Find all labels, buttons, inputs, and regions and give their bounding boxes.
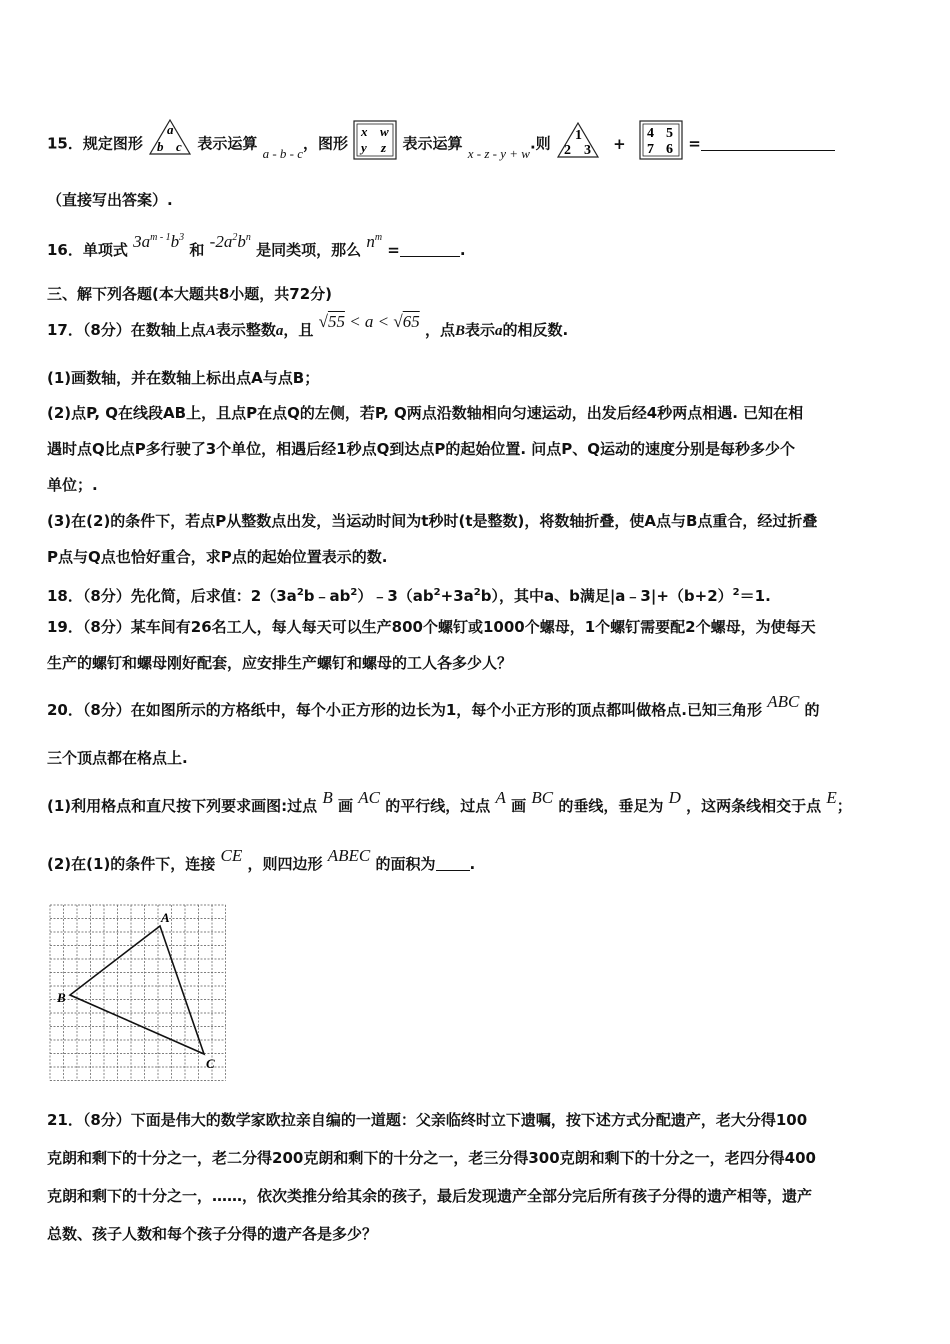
q20-s1-E: E [826,788,837,807]
q20-s1-A: A [495,788,506,807]
q16-and: 和 [189,241,205,259]
triangle-figure-abc [148,117,192,157]
q20-s1-c: 的垂线，垂足为 [558,797,664,815]
q16-term1 [133,232,184,251]
q17-text-b: 表示整数 [215,321,276,339]
q18-c: ）﹣3（ab [357,587,434,605]
term2-b-exp: n [245,232,251,243]
q15-op1-label: 表示运算 [197,134,258,153]
sq-w-label: w [380,124,389,139]
q15-then: .则 [529,134,551,153]
tri-c-label: c [176,139,182,154]
q20-s1-AC: AC [358,788,380,807]
q16-answer-blank[interactable] [400,256,460,257]
q16-end: . [459,241,466,259]
term2-exp: 2 [232,232,238,243]
square-figure-xwyz [353,120,397,160]
square-figure-4576 [639,120,683,160]
tri-a-label: a [167,122,174,137]
q15-line [47,122,910,161]
q17-sub2-line3: 单位；. [47,476,98,494]
q21-line2: 克朗和剩下的十分之一，老二分得200克朗和剩下的十分之一，老三分得300克朗和剩下的十分之一，老四分得400 [47,1149,816,1167]
q16-number: 16．单项式 [47,241,128,259]
q20-s1-b: 的平行线，过点 [385,797,491,815]
q15-number: 15．规定图形 [47,134,143,153]
q18-exp4: 2 [473,587,481,598]
q20-s1-a: (1)利用格点和直尺按下列要求画图:过点 [47,797,318,815]
q20-s1-e: ； [836,797,852,815]
tri2-left-label: 2 [563,143,571,158]
q20-s1-draw2: 画 [511,797,527,815]
q17-sub2-line2: 遇时点Q比点P多行驶了3个单位，相遇后经1秒点Q到达点P的起始位置. 问点P、Q运动的速度分别是每秒多少个 [47,440,796,458]
q18-exp5: 2 [732,587,740,598]
grid-triangle-figure [44,900,234,1086]
sq2-br-label: 6 [665,142,673,157]
q18-exp3: 2 [433,587,441,598]
q20-s2-b: ，则四边形 [247,855,323,873]
q15-note: （直接写出答案）. [47,191,173,209]
triangle-figure-123 [556,120,600,160]
q20-s2-a: (2)在(1)的条件下，连接 [47,855,216,873]
n-exp: m [374,232,383,243]
term1-b: b [170,232,180,251]
q17-var-a2: a [495,323,503,339]
sq-x-label: x [361,124,368,139]
sq2-tl-label: 4 [646,126,654,141]
q19-line2: 生产的螺钉和螺母刚好配套，应安排生产螺钉和螺母的工人各多少人？ [47,654,513,672]
q15-op2-label: 表示运算 [402,134,463,153]
q20-s2-d: . [469,855,476,873]
sq2-bl-label: 7 [646,142,654,157]
q17-sub3-line2: P点与Q点也恰好重合，求P点的起始位置表示的数. [47,548,388,566]
q15-eq: = [688,134,701,153]
q20-s1-d: ，这两条线相交于点 [686,797,822,815]
q17-text-d: ，点 [424,321,455,339]
sq2-tr-label: 5 [665,126,673,141]
q20-line1 [47,692,910,720]
q17-sub2-line1: (2)点P, Q在线段AB上，且点P在点Q的左侧，若P, Q两点沿数轴相向匀速运动，出发后经4秒两点相遇. 已知在相 [47,404,804,422]
grid-lines [50,905,226,1081]
tri2-top-label: 1 [574,128,582,143]
q15-op1-expr: a - b - c [262,145,304,161]
q20-s1-D: D [668,788,681,807]
q18-d: +3a [440,587,474,605]
n-base: n [366,232,375,251]
q16-line [47,232,910,260]
sqrt-55: 55 [327,312,345,331]
term1-base: 3a [133,232,151,251]
q21-line4: 总数、孩子人数和每个孩子分得的遗产各是多少？ [47,1225,378,1243]
q21-line3: 克朗和剩下的十分之一，……，依次类推分给其余的孩子，最后发现遗产全部分完后所有孩子分得的遗产相等，遗产 [47,1187,813,1205]
term2-base: -2a [209,232,233,251]
tri2-right-label: 3 [583,143,591,158]
q16-nm [366,232,382,251]
q16-text: 是同类项，那么 [256,241,362,259]
q15-mid: ，图形 [303,134,349,153]
q18-b: b﹣ab [303,587,351,605]
q18-exp1: 2 [296,587,304,598]
tri-b-label: b [157,139,164,154]
q17-line1 [47,312,910,341]
q20-abc: ABC [767,692,800,711]
q20-s2-c: 的面积为 [375,855,436,873]
q20-text-1: 20．（8分）在如图所示的方格纸中，每个小正方形的边长为1，每个小正方形的顶点都叫做格点.已知三角形 [47,701,762,719]
sq-z-label: z [381,140,387,155]
q17-text-a: 17．（8分）在数轴上点 [47,321,206,339]
q15-plus: + [613,134,626,153]
q20-s2-CE: CE [220,846,243,865]
q20-s1-BC: BC [531,788,554,807]
sqrt-65: 65 [402,312,420,331]
vertex-a-label: A [161,910,170,925]
q15-op2-expr: x - z - y + w [467,145,530,161]
term1-exp: m - 1 [150,232,171,243]
q15-answer-blank[interactable] [701,150,835,151]
vertex-c-label: C [206,1056,215,1071]
q18-line [47,583,910,606]
section-3-title: 三、解下列各题(本大题共8小题，共72分) [47,285,333,303]
q17-sub1: (1)画数轴，并在数轴上标出点A与点B； [47,369,320,387]
q17-text-c: ，且 [283,321,314,339]
q17-inequality: √55 < a < √65 [318,312,420,331]
term1-b-exp: 3 [179,232,185,243]
q17-text-f: 的相反数. [502,321,569,339]
q18-e: b），其中a、b满足|a﹣3|+（b+2） [480,587,733,605]
vertex-b-label: B [57,990,66,1005]
q18-f: ＝1. [739,587,771,605]
q20-s1-B: B [322,788,333,807]
q17-text-e: 表示 [465,321,496,339]
q20-s1-draw: 画 [338,797,354,815]
q19-line1: 19．（8分）某车间有26名工人，每人每天可以生产800个螺钉或1000个螺母，1个螺钉需要配2个螺母，为使每天 [47,618,816,636]
q20-line2: 三个顶点都在格点上. [47,749,188,767]
q17-point-b: B [454,323,465,339]
q20-sub2 [47,846,910,874]
term2-b: b [237,232,246,251]
q18-exp2: 2 [350,587,358,598]
q17-var-a: a [275,323,284,339]
q20-text-1-end: 的 [804,701,820,719]
q16-term2 [210,232,251,251]
q20-answer-blank[interactable] [436,870,470,871]
q18-a: 18．（8分）先化简，后求值：2（3a [47,587,297,605]
q20-s2-ABEC: ABEC [327,846,371,865]
sq-y-label: y [361,140,368,155]
q16-eq: = [387,241,400,259]
q17-point-a: A [205,323,216,339]
q17-sub3-line1: (3)在(2)的条件下，若点P从整数点出发，当运动时间为t秒时(t是整数)，将数轴折叠，使A点与B点重合，经过折叠 [47,512,818,530]
q21-line1: 21．（8分）下面是伟大的数学家欧拉亲自编的一道题：父亲临终时立下遗嘱，按下述方式分配遗产，老大分得100 [47,1111,808,1129]
q20-sub1 [47,788,910,816]
ineq-middle: < a < [344,312,394,331]
